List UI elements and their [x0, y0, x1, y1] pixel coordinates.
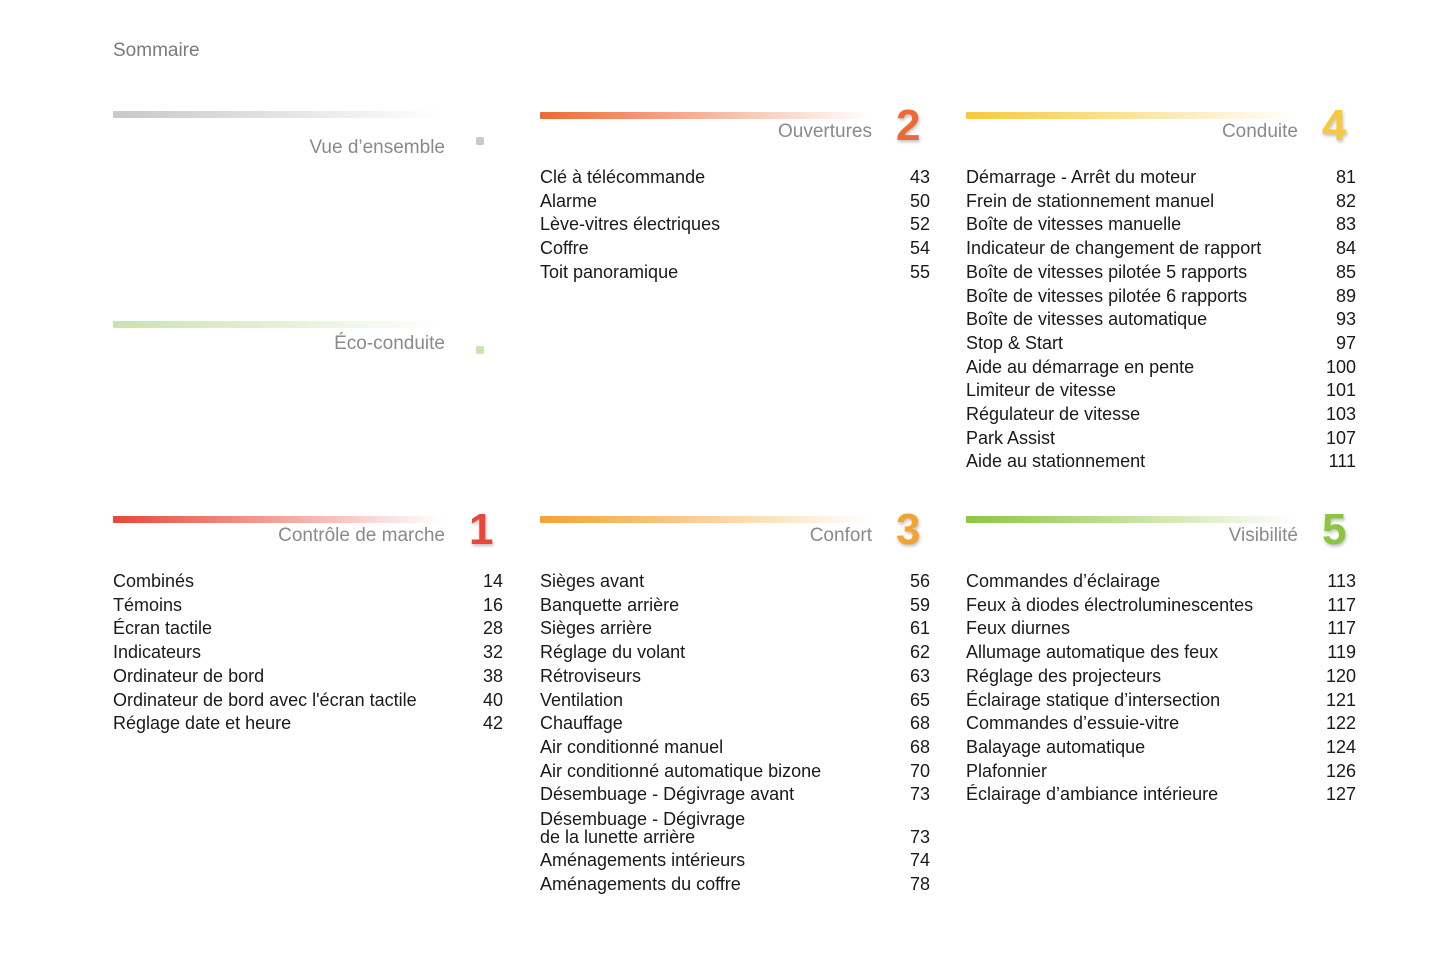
toc-entry[interactable]	[966, 665, 1356, 689]
toc-entry-label: Réglage date et heure	[113, 713, 292, 734]
toc-entry-label: Rétroviseurs	[540, 665, 642, 686]
toc-entry-page: 93	[1335, 309, 1356, 330]
toc-entry-label: Banquette arrière	[540, 594, 680, 615]
toc-entry-label: Air conditionné automatique bizone	[540, 760, 822, 781]
toc-entry[interactable]	[113, 617, 503, 641]
toc-entry-label: Chauffage	[540, 713, 623, 734]
toc-entry-page: 127	[1325, 784, 1356, 805]
toc-entry[interactable]	[540, 736, 930, 760]
toc-entry[interactable]	[966, 712, 1356, 736]
toc-entry-page: 63	[909, 665, 930, 686]
section-eco-conduite	[113, 321, 503, 354]
toc-entry[interactable]	[966, 641, 1356, 665]
section-bar	[113, 111, 443, 118]
section-title: Visibilité	[1228, 525, 1298, 546]
toc-entry[interactable]	[540, 641, 930, 665]
toc-entry[interactable]	[966, 332, 1356, 356]
section-title: Contrôle de marche	[278, 525, 445, 546]
toc-entry-label: Clé à télécommande	[540, 167, 706, 187]
section-bar	[966, 516, 1296, 523]
toc-entry[interactable]	[966, 617, 1356, 641]
toc-entry[interactable]	[540, 213, 930, 237]
toc-entry-label: Feux diurnes	[966, 618, 1071, 639]
toc-entry-page: 70	[909, 760, 930, 781]
section-conduite	[966, 101, 1356, 472]
toc-entry-page: 74	[909, 850, 930, 871]
section-items	[966, 570, 1356, 807]
toc-entry[interactable]	[540, 849, 930, 873]
toc-entry[interactable]	[540, 689, 930, 713]
toc-entry-label: Boîte de vitesses manuelle	[966, 214, 1182, 235]
toc-entry[interactable]	[966, 427, 1356, 451]
toc-entry-label: Allumage automatique des feux	[966, 642, 1219, 663]
toc-entry-page: 38	[482, 665, 503, 686]
toc-entry-label: Plafonnier	[966, 760, 1048, 781]
toc-entry-label: Indicateur de changement de rapport	[966, 238, 1262, 259]
toc-entry-page: 121	[1325, 689, 1356, 710]
section-number: 3	[896, 505, 921, 554]
toc-entry[interactable]	[113, 712, 503, 736]
section-number: 1	[469, 505, 494, 554]
toc-entry-page: 73	[909, 784, 930, 805]
toc-entry-page: 50	[909, 190, 930, 211]
toc-entry-page: 54	[909, 238, 930, 259]
section-bar	[540, 516, 870, 523]
toc-entry-page: 119	[1327, 642, 1356, 663]
section-marker-icon	[476, 137, 484, 145]
toc-entry-label: Désembuage - Dégivrage avant	[540, 784, 795, 805]
toc-entry-label: Désembuage - Dégivrage de la lunette arrière	[540, 809, 746, 848]
toc-entry-page: 73	[909, 827, 930, 848]
toc-entry-page: 85	[1335, 261, 1356, 282]
toc-entry-page: 59	[909, 594, 930, 615]
toc-entry-page: 61	[909, 618, 930, 639]
toc-entry-page: 84	[1335, 238, 1356, 259]
toc-entry-label: Éclairage statique d’intersection	[966, 689, 1221, 710]
toc-entry-page: 124	[1325, 736, 1356, 757]
toc-entry[interactable]	[540, 190, 930, 214]
section-items	[540, 166, 930, 285]
toc-entry-page: 16	[482, 594, 503, 615]
toc-entry[interactable]	[540, 810, 930, 846]
toc-entry-page: 40	[482, 689, 503, 710]
toc-entry[interactable]	[113, 689, 503, 713]
toc-entry[interactable]	[966, 356, 1356, 380]
toc-entry-page: 43	[909, 167, 930, 187]
section-title: Conduite	[1221, 121, 1298, 142]
toc-entry[interactable]	[966, 450, 1356, 474]
toc-entry-label: Coffre	[540, 238, 589, 259]
toc-entry-label: Boîte de vitesses pilotée 5 rapports	[966, 261, 1248, 282]
section-title: Vue d’ensemble	[309, 137, 445, 158]
toc-entry[interactable]	[966, 689, 1356, 713]
toc-entry-page: 113	[1327, 571, 1356, 591]
toc-entry[interactable]	[540, 665, 930, 689]
toc-entry-page: 111	[1328, 451, 1356, 472]
toc-entry-page: 107	[1325, 427, 1356, 448]
toc-entry-page: 52	[909, 214, 930, 235]
section-number: 4	[1322, 101, 1347, 150]
toc-entry[interactable]	[540, 617, 930, 641]
toc-entry[interactable]	[966, 190, 1356, 214]
toc-entry[interactable]	[540, 873, 930, 897]
toc-entry-label: Air conditionné manuel	[540, 736, 724, 757]
toc-entry[interactable]	[966, 213, 1356, 237]
toc-entry-page: 42	[482, 713, 503, 734]
toc-entry-label: Régulateur de vitesse	[966, 404, 1141, 425]
toc-entry-page: 83	[1335, 214, 1356, 235]
toc-entry[interactable]	[540, 261, 930, 285]
toc-entry-label: Park Assist	[966, 427, 1056, 448]
toc-entry-page: 103	[1325, 404, 1356, 425]
toc-entry[interactable]	[966, 594, 1356, 618]
toc-entry-page: 32	[482, 642, 503, 663]
toc-entry-label: Témoins	[113, 594, 183, 615]
toc-entry-label: Toit panoramique	[540, 261, 679, 282]
toc-entry-page: 117	[1327, 594, 1356, 615]
toc-entry-label: Ordinateur de bord	[113, 665, 265, 686]
toc-entry-label: Éclairage d’ambiance intérieure	[966, 784, 1219, 805]
toc-entry-page: 97	[1335, 332, 1356, 353]
section-number: 5	[1322, 505, 1347, 554]
toc-entry-label: Ordinateur de bord avec l'écran tactile	[113, 689, 417, 710]
toc-entry-label: Réglage du volant	[540, 642, 686, 663]
toc-entry-label: Commandes d’essuie-vitre	[966, 713, 1180, 734]
toc-entry-label: Boîte de vitesses pilotée 6 rapports	[966, 285, 1248, 306]
toc-entry[interactable]	[540, 712, 930, 736]
toc-entry-page: 81	[1335, 167, 1356, 187]
section-ouvertures	[540, 101, 930, 282]
toc-entry[interactable]	[966, 285, 1356, 309]
toc-entry-label: Combinés	[113, 571, 195, 591]
section-confort	[540, 505, 930, 894]
toc-entry-page: 101	[1325, 380, 1356, 401]
toc-entry[interactable]	[966, 237, 1356, 261]
toc-entry[interactable]	[540, 594, 930, 618]
toc-entry-label: Aménagements intérieurs	[540, 850, 746, 871]
toc-entry[interactable]	[540, 783, 930, 807]
section-bar	[540, 112, 870, 119]
section-visibilite	[966, 505, 1356, 805]
section-number: 2	[896, 101, 921, 150]
toc-entry-page: 126	[1325, 760, 1356, 781]
toc-entry-label: Alarme	[540, 190, 598, 211]
section-marker-icon	[476, 346, 484, 354]
section-controle-marche	[113, 505, 503, 734]
toc-entry[interactable]	[540, 166, 930, 190]
toc-entry-label: Démarrage - Arrêt du moteur	[966, 167, 1197, 187]
toc-entry-label: Frein de stationnement manuel	[966, 190, 1215, 211]
toc-entry-label: Feux à diodes électroluminescentes	[966, 594, 1254, 615]
toc-entry-label: Indicateurs	[113, 642, 202, 663]
toc-entry[interactable]	[113, 594, 503, 618]
toc-entry-page: 117	[1327, 618, 1356, 639]
section-items	[966, 166, 1356, 474]
toc-entry-page: 120	[1325, 665, 1356, 686]
toc-entry[interactable]	[540, 570, 930, 594]
toc-entry[interactable]	[966, 166, 1356, 190]
toc-entry[interactable]	[966, 379, 1356, 403]
toc-entry[interactable]	[966, 570, 1356, 594]
toc-entry-page: 65	[909, 689, 930, 710]
toc-entry[interactable]	[113, 665, 503, 689]
section-items	[113, 570, 503, 736]
toc-entry-page: 68	[909, 713, 930, 734]
toc-entry[interactable]	[966, 261, 1356, 285]
toc-entry[interactable]	[966, 760, 1356, 784]
toc-entry-label: Aide au démarrage en pente	[966, 356, 1195, 377]
toc-entry-label: Stop & Start	[966, 332, 1064, 353]
section-bar	[113, 516, 443, 523]
toc-entry-label: Écran tactile	[113, 618, 213, 639]
toc-entry[interactable]	[966, 403, 1356, 427]
toc-entry-label: Sièges arrière	[540, 618, 653, 639]
toc-entry-page: 78	[909, 873, 930, 894]
section-title: Éco-conduite	[334, 333, 445, 354]
toc-entry-page: 122	[1325, 713, 1356, 734]
toc-entry-label: Boîte de vitesses automatique	[966, 309, 1208, 330]
toc-entry-page: 68	[909, 736, 930, 757]
toc-entry-label: Commandes d’éclairage	[966, 571, 1161, 591]
toc-entry-label: Sièges avant	[540, 571, 645, 591]
toc-entry-page: 55	[909, 261, 930, 282]
toc-entry[interactable]	[540, 760, 930, 784]
page-title: Sommaire	[113, 40, 200, 61]
toc-entry-page: 28	[482, 618, 503, 639]
toc-entry[interactable]	[113, 570, 503, 594]
toc-entry-label: Aménagements du coffre	[540, 873, 741, 894]
section-title: Confort	[809, 525, 872, 546]
section-items	[540, 570, 930, 896]
section-bar	[966, 112, 1296, 119]
toc-entry-label: Réglage des projecteurs	[966, 665, 1162, 686]
toc-entry[interactable]	[966, 736, 1356, 760]
toc-entry-page: 100	[1325, 356, 1356, 377]
toc-entry-label: Aide au stationnement	[966, 451, 1146, 472]
toc-entry-page: 62	[909, 642, 930, 663]
section-bar	[113, 321, 443, 328]
section-vue-ensemble	[113, 111, 503, 158]
toc-entry[interactable]	[540, 237, 930, 261]
toc-entry[interactable]	[966, 783, 1356, 807]
toc-entry-page: 56	[909, 571, 930, 591]
toc-entry-page: 89	[1335, 285, 1356, 306]
toc-entry-label: Limiteur de vitesse	[966, 380, 1117, 401]
toc-entry[interactable]	[966, 308, 1356, 332]
toc-entry[interactable]	[113, 641, 503, 665]
toc-entry-label: Lève-vitres électriques	[540, 214, 721, 235]
toc-entry-page: 82	[1335, 190, 1356, 211]
toc-entry-page: 14	[482, 571, 503, 591]
section-title: Ouvertures	[778, 121, 872, 142]
toc-entry-label: Ventilation	[540, 689, 624, 710]
toc-entry-label: Balayage automatique	[966, 736, 1146, 757]
